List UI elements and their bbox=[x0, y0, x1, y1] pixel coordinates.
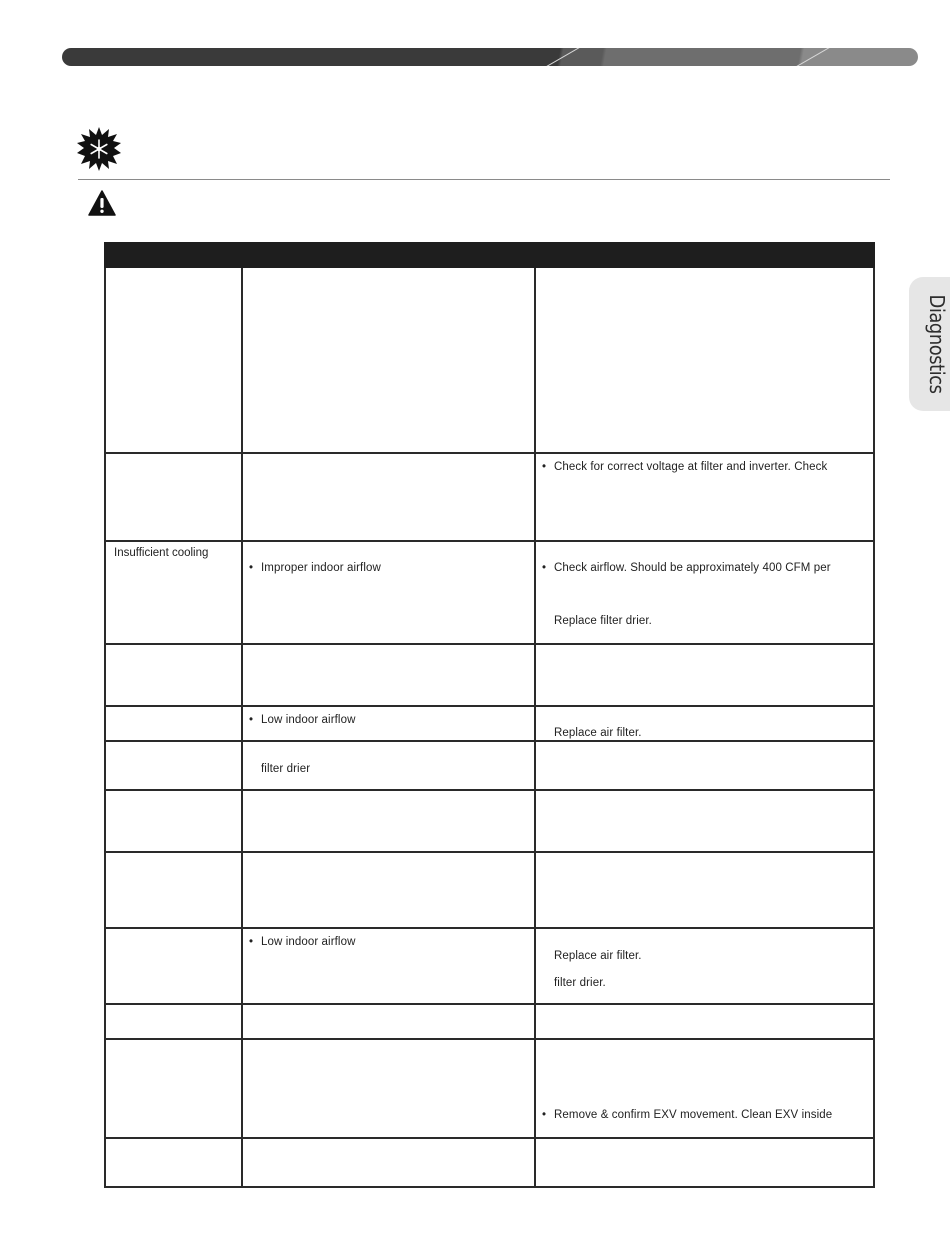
symptom-cell bbox=[106, 707, 243, 740]
snowflake-sun-badge-icon bbox=[76, 126, 122, 172]
cause-cell bbox=[243, 542, 536, 643]
symptom-cell bbox=[106, 742, 243, 789]
symptom-cell bbox=[106, 1005, 243, 1038]
title-rule bbox=[78, 179, 890, 180]
header-decorative-bar bbox=[62, 48, 918, 66]
symptom-cell bbox=[106, 454, 243, 540]
table-row bbox=[106, 540, 873, 643]
warning-triangle-icon bbox=[88, 190, 116, 216]
table-row bbox=[106, 740, 873, 789]
table-row bbox=[106, 789, 873, 851]
cause-text: • Low indoor airflow bbox=[249, 935, 356, 949]
cause-cell bbox=[243, 853, 536, 927]
table-row bbox=[106, 705, 873, 740]
table-row bbox=[106, 851, 873, 927]
cause-text: filter drier bbox=[261, 763, 311, 775]
cause-cell bbox=[243, 1005, 536, 1038]
table-header bbox=[104, 242, 875, 268]
remedy-cell bbox=[536, 742, 873, 789]
table-row bbox=[106, 268, 873, 452]
symptom-cell bbox=[106, 791, 243, 851]
diagnostics-side-tab[interactable] bbox=[909, 277, 950, 411]
cause-cell bbox=[243, 742, 536, 789]
remedy-text: • Check for correct voltage at filter and inverter. Check bbox=[542, 460, 827, 474]
remedy-text: Replace air filter. bbox=[554, 950, 642, 962]
symptom-cell bbox=[106, 1040, 243, 1137]
cause-cell bbox=[243, 1040, 536, 1137]
remedy-cell bbox=[536, 1139, 873, 1186]
table-row bbox=[106, 1038, 873, 1137]
cause-text: • Low indoor airflow bbox=[249, 713, 356, 727]
remedy-text: Replace air filter. bbox=[554, 727, 642, 739]
remedy-cell bbox=[536, 542, 873, 643]
remedy-text: • Remove & confirm EXV movement. Clean EXV inside bbox=[542, 1108, 832, 1122]
remedy-text: filter drier. bbox=[554, 977, 606, 989]
bar-streak bbox=[546, 48, 579, 66]
remedy-cell bbox=[536, 454, 873, 540]
cause-cell bbox=[243, 791, 536, 851]
remedy-cell bbox=[536, 645, 873, 705]
symptom-cell bbox=[106, 929, 243, 1003]
remedy-cell bbox=[536, 707, 873, 740]
remedy-cell bbox=[536, 929, 873, 1003]
remedy-cell bbox=[536, 1005, 873, 1038]
cause-cell bbox=[243, 268, 536, 452]
troubleshooting-table bbox=[104, 242, 875, 1188]
table-row bbox=[106, 1003, 873, 1038]
symptom-cell bbox=[106, 645, 243, 705]
cause-text: • Improper indoor airflow bbox=[249, 561, 381, 575]
remedy-cell bbox=[536, 1040, 873, 1137]
symptom-text: Insufficient cooling bbox=[114, 547, 209, 559]
table-row bbox=[106, 452, 873, 540]
table-body bbox=[104, 268, 875, 1188]
symptom-cell bbox=[106, 1139, 243, 1186]
table-row bbox=[106, 643, 873, 705]
side-tab-label: Diagnostics bbox=[925, 294, 949, 394]
remedy-cell bbox=[536, 853, 873, 927]
remedy-text: Replace filter drier. bbox=[554, 615, 652, 627]
bar-streak bbox=[796, 48, 829, 66]
cause-cell bbox=[243, 645, 536, 705]
remedy-cell bbox=[536, 268, 873, 452]
symptom-cell bbox=[106, 542, 243, 643]
table-row bbox=[106, 927, 873, 1003]
cause-cell bbox=[243, 707, 536, 740]
remedy-text: • Check airflow. Should be approximately 400 CFM per bbox=[542, 561, 831, 575]
symptom-cell bbox=[106, 853, 243, 927]
symptom-cell bbox=[106, 268, 243, 452]
remedy-cell bbox=[536, 791, 873, 851]
cause-cell bbox=[243, 929, 536, 1003]
cause-cell bbox=[243, 1139, 536, 1186]
table-row bbox=[106, 1137, 873, 1186]
cause-cell bbox=[243, 454, 536, 540]
